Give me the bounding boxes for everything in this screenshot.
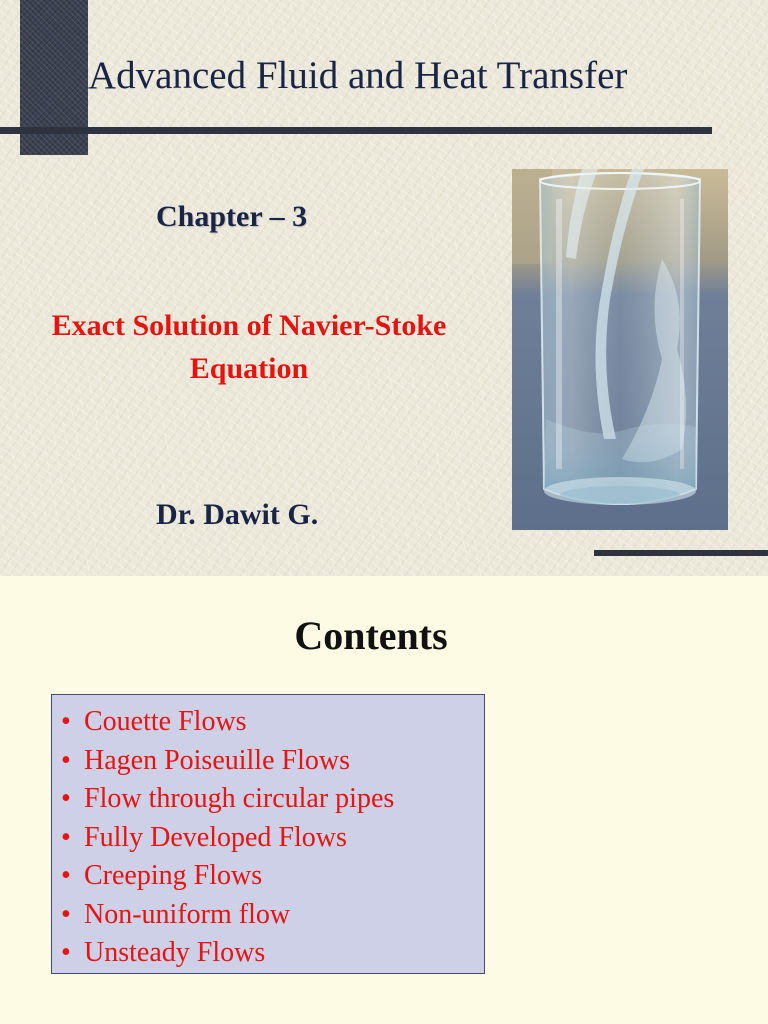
slide-title: Advanced Fluid and Heat Transfer xyxy=(88,54,628,97)
subtitle-line-1: Exact Solution of Navier-Stoke xyxy=(51,309,447,342)
contents-list xyxy=(52,695,484,973)
chapter-label: Chapter – 3 xyxy=(156,200,308,233)
contents-item: • Couette Flows xyxy=(58,703,484,742)
glass-illustration xyxy=(512,169,728,530)
contents-box xyxy=(51,694,485,974)
title-divider xyxy=(0,127,712,134)
contents-item: • Fully Developed Flows xyxy=(58,819,484,858)
contents-item: • Non-uniform flow xyxy=(58,896,484,935)
contents-item: • Creeping Flows xyxy=(58,857,484,896)
contents-item: • Unsteady Flows xyxy=(58,934,484,973)
footer-divider xyxy=(594,550,768,556)
contents-slide xyxy=(0,576,768,1024)
subtitle-line-2: Equation xyxy=(189,352,309,385)
contents-item: • Flow through circular pipes xyxy=(58,780,484,819)
author-name: Dr. Dawit G. xyxy=(156,498,319,531)
glass-of-water-image xyxy=(512,169,728,530)
chapter-subtitle xyxy=(0,304,498,390)
contents-item: • Hagen Poiseuille Flows xyxy=(58,742,484,781)
contents-heading: Contents xyxy=(294,613,448,658)
